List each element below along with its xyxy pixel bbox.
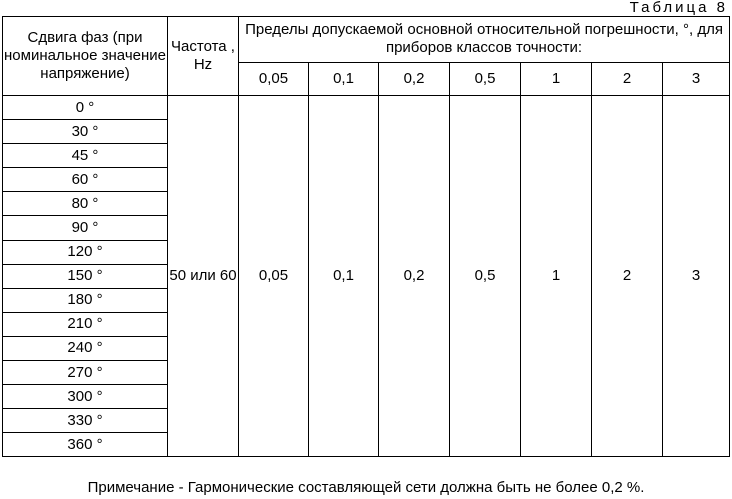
- angle-cell: 150 °: [3, 264, 168, 288]
- error-value-cell: 2: [592, 96, 663, 457]
- error-value-cell: 0,5: [450, 96, 521, 457]
- error-value-cell: 3: [663, 96, 730, 457]
- header-class-cell: 3: [663, 62, 730, 95]
- angle-cell: 0 °: [3, 96, 168, 120]
- table-row: [3, 96, 730, 120]
- angle-cell: 300 °: [3, 385, 168, 409]
- angle-cell: 60 °: [3, 168, 168, 192]
- spec-table: [2, 16, 730, 457]
- header-class-cell: 1: [521, 62, 592, 95]
- header-error-limits: Пределы допускаемой основной относительной погрешности, °, для приборов классов точности:: [239, 17, 730, 63]
- angle-cell: 180 °: [3, 288, 168, 312]
- angle-cell: 120 °: [3, 240, 168, 264]
- header-class-cell: 0,05: [239, 62, 309, 95]
- angle-cell: 270 °: [3, 361, 168, 385]
- frequency-value-cell: 50 или 60: [168, 96, 239, 457]
- table-caption: Таблица 8: [629, 0, 728, 16]
- table-note: Примечание - Гармонические составляющей сети должна быть не более 0,2 %.: [87, 479, 645, 496]
- angle-cell: 80 °: [3, 192, 168, 216]
- header-class-cell: 0,2: [379, 62, 450, 95]
- header-phase-shift: Сдвига фаз (при номинальное значение напряжение): [3, 17, 168, 96]
- header-class-cell: 0,1: [309, 62, 379, 95]
- error-value-cell: 0,2: [379, 96, 450, 457]
- header-frequency: Частота , Hz: [168, 17, 239, 96]
- error-value-cell: 1: [521, 96, 592, 457]
- angle-cell: 45 °: [3, 144, 168, 168]
- angle-cell: 360 °: [3, 433, 168, 457]
- error-value-cell: 0,1: [309, 96, 379, 457]
- angle-cell: 30 °: [3, 120, 168, 144]
- angle-cell: 330 °: [3, 409, 168, 433]
- angle-cell: 240 °: [3, 336, 168, 360]
- angle-cell: 90 °: [3, 216, 168, 240]
- angle-cell: 210 °: [3, 312, 168, 336]
- header-class-cell: 0,5: [450, 62, 521, 95]
- header-class-cell: 2: [592, 62, 663, 95]
- error-value-cell: 0,05: [239, 96, 309, 457]
